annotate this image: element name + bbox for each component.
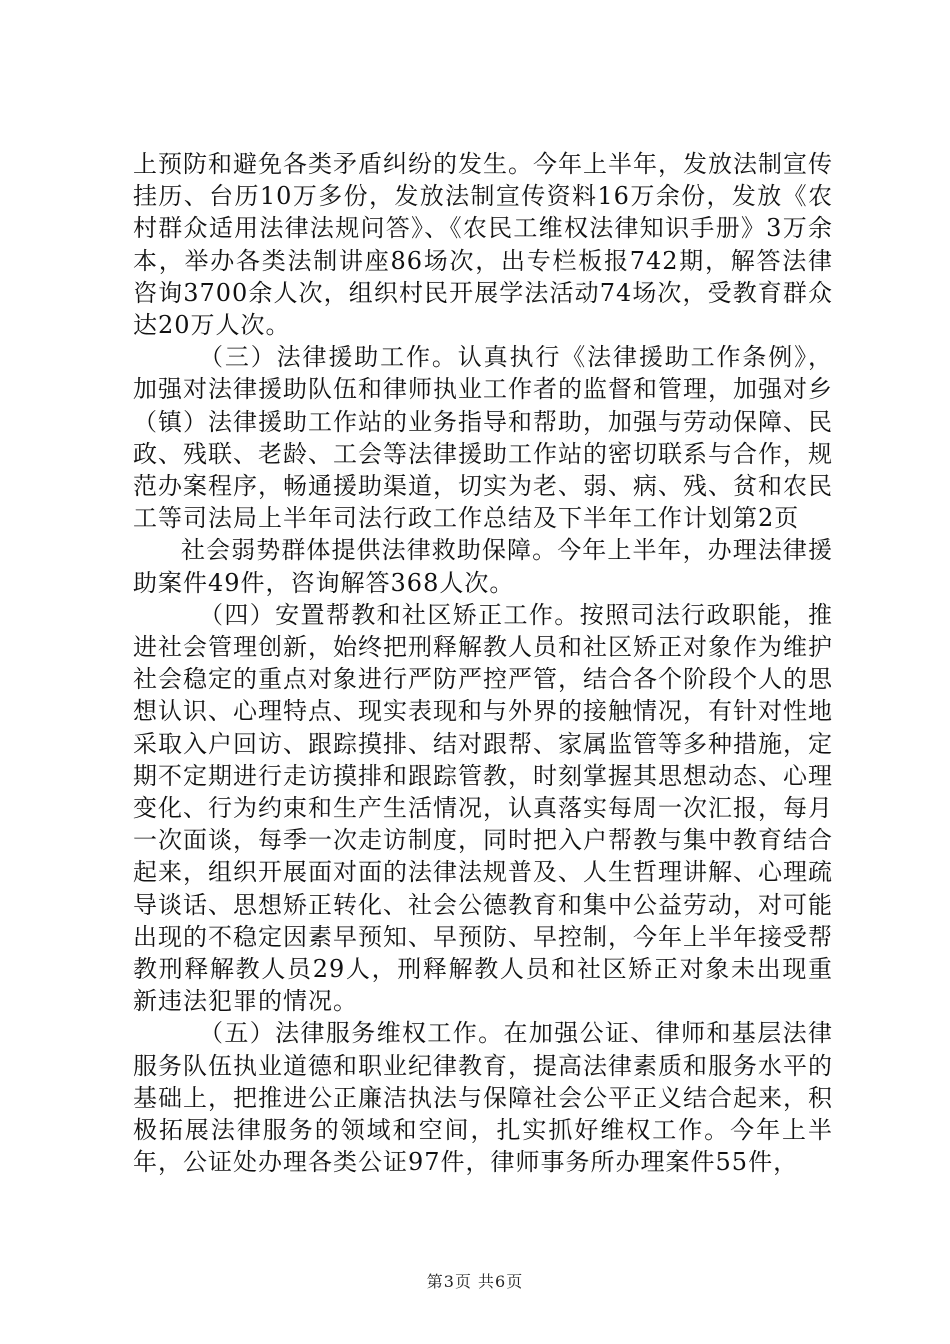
paragraph-legal-services: （五）法律服务维权工作。在加强公证、律师和基层法律服务队伍执业道德和职业纪律教育，提高法律素质和服务水平的基础上，把推进公正廉洁执法与保障社会公平正义结合起来，积极拓展法律服务的领域和空间，扎实抓好维权工作。今年上半年，公证处办理各类公证97件，律师事务所办理案件55件， bbox=[133, 1019, 833, 1177]
page-footer: 第3页 共6页 bbox=[426, 1272, 524, 1291]
document-body bbox=[133, 148, 833, 1179]
paragraph-publicity-results: 上预防和避免各类矛盾纠纷的发生。今年上半年，发放法制宣传挂历、台历10万多份，发放法制宣传资料16万余份，发放《农村群众适用法律法规问答》、《农民工维权法律知识手册》3万余本，举办各类法制讲座86场次，出专栏板报742期，解答法律咨询3700余人次，组织村民开展学法活动74场次，受教育群众达20万人次。 bbox=[133, 150, 833, 340]
paragraph-legal-aid-cont: 社会弱势群体提供法律救助保障。今年上半年，办理法律援助案件49件，咨询解答368人次。 bbox=[133, 536, 833, 597]
paragraph-legal-aid: （三）法律援助工作。认真执行《法律援助工作条例》，加强对法律援助队伍和律师执业工作者的监督和管理，加强对乡（镇）法律援助工作站的业务指导和帮助，加强与劳动保障、民政、残联、老龄、工会等法律援助工作站的密切联系与合作，规范办案程序，畅通援助渠道，切实为老、弱、病、残、贫和农民工等司法局上半年司法行政工作总结及下半年工作计划第2页 bbox=[133, 343, 833, 533]
paragraph-resettlement-correction: （四）安置帮教和社区矫正工作。按照司法行政职能，推进社会管理创新，始终把刑释解教人员和社区矫正对象作为维护社会稳定的重点对象进行严防严控严管，结合各个阶段个人的思想认识、心理特点、现实表现和与外界的接触情况，有针对性地采取入户回访、跟踪摸排、结对跟帮、家属监管等多种措施，定期不定期进行走访摸排和跟踪管教，时刻掌握其思想动态、心理变化、行为约束和生产生活情况，认真落实每周一次汇报，每月一次面谈，每季一次走访制度，同时把入户帮教与集中教育结合起来，组织开展面对面的法律法规普及、人生哲理讲解、心理疏导谈话、思想矫正转化、社会公德教育和集中公益劳动，对可能出现的不稳定因素早预知、早预防、早控制，今年上半年接受帮教刑释解教人员29人，刑释解教人员和社区矫正对象未出现重新违法犯罪的情况。 bbox=[133, 600, 833, 1016]
